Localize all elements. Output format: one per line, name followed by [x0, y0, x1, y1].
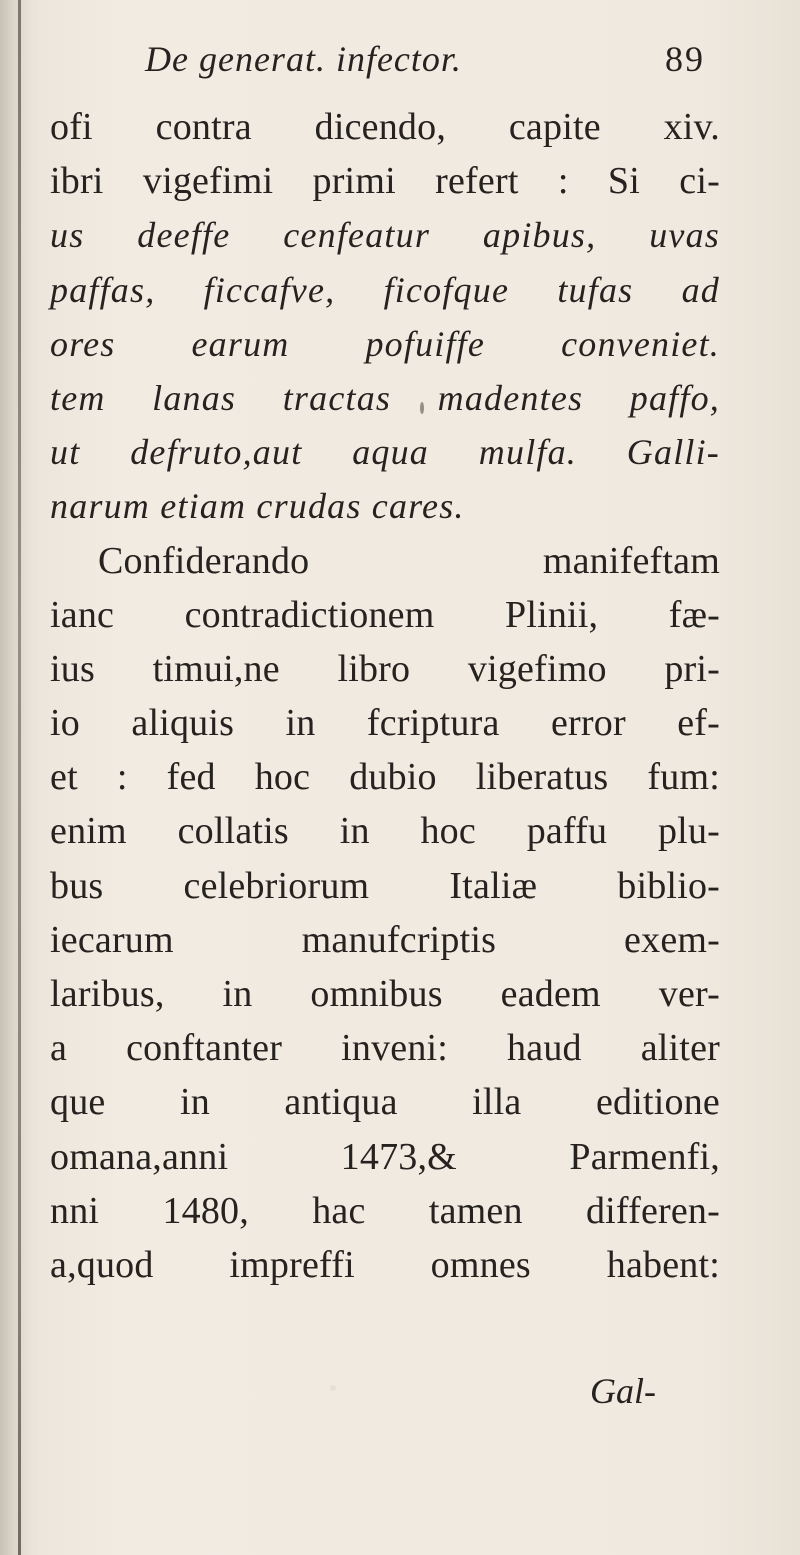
- text-line: ores earum pofuiffe conveniet.: [50, 323, 720, 364]
- text-line: io aliquis in fcriptura error ef-: [50, 702, 720, 745]
- text-line: tem lanas tractas madentes paffo,: [50, 377, 720, 418]
- text-line: a conftanter inveni: haud aliter: [50, 1027, 720, 1070]
- text-line: Confiderando manifeftam: [98, 539, 720, 582]
- text-line: omana,anni 1473,& Parmenfi,: [50, 1135, 720, 1178]
- body-text: [50, 100, 720, 1292]
- text-line: iecarum manufcriptis exem-: [50, 918, 720, 961]
- text-line: ianc contradictionem Plinii, fæ-: [50, 593, 720, 636]
- text-line: narum etiam crudas cares.: [50, 486, 465, 527]
- text-line: laribus, in omnibus eadem ver-: [50, 973, 720, 1015]
- text-line: ibri vigefimi primi refert : Si ci-: [50, 160, 720, 203]
- page-header: [145, 38, 705, 98]
- running-title: De generat. infector.: [145, 39, 462, 79]
- text-line: us deeffe cenfeatur apibus, uvas: [50, 215, 720, 256]
- text-line: enim collatis in hoc paffu plu-: [50, 810, 720, 853]
- page-number: 89: [665, 39, 705, 79]
- text-line: ius timui,ne libro vigefimo pri-: [50, 647, 720, 690]
- text-line: paffas, ficcafve, ficofque tufas ad: [50, 269, 720, 310]
- text-line: a,quod impreffi omnes habent:: [50, 1243, 720, 1286]
- text-line: bus celebriorum Italiæ biblio-: [50, 864, 720, 907]
- text-line: ut defruto,aut aqua mulfa. Galli-: [50, 432, 720, 473]
- book-gutter: [0, 0, 34, 1555]
- catchword: Gal-: [590, 1371, 656, 1411]
- text-line: ofi contra dicendo, capite xiv.: [50, 106, 720, 148]
- text-line: que in antiqua illa editione: [50, 1081, 720, 1124]
- text-line: nni 1480, hac tamen differen-: [50, 1189, 720, 1232]
- binding-edge: [18, 0, 21, 1555]
- text-line: et : fed hoc dubio liberatus fum:: [50, 756, 720, 799]
